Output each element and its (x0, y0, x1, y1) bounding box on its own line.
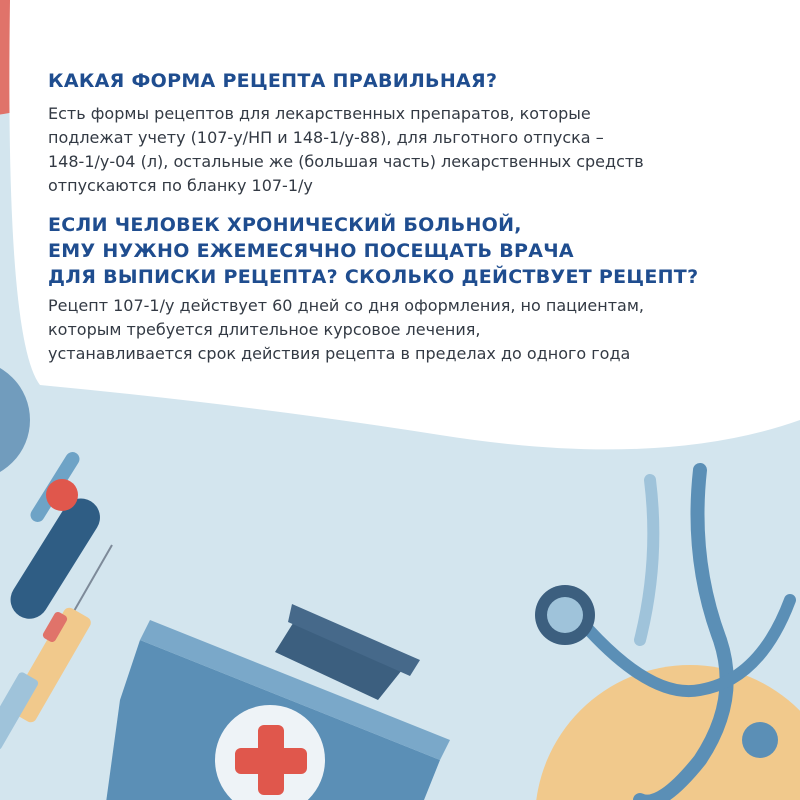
section1-line: отпускаются по бланку 107-1/у (48, 176, 313, 195)
section2-line: устанавливается срок действия рецепта в пределах до одного года (48, 344, 631, 363)
section1-paragraph (48, 102, 644, 198)
section2-heading (48, 212, 698, 290)
section1-line: Есть формы рецептов для лекарственных препаратов, которые (48, 104, 591, 123)
section2-paragraph (48, 294, 644, 366)
section2-line: которым требуется длительное курсовое лечения, (48, 320, 481, 339)
section2-line: Рецепт 107-1/у действует 60 дней со дня оформления, но пациентам, (48, 296, 644, 315)
pen-injector-icon (3, 449, 107, 626)
first-aid-kit-icon (105, 604, 450, 800)
section2-heading-line: ДЛЯ ВЫПИСКИ РЕЦЕПТА? СКОЛЬКО ДЕЙСТВУЕТ РЕЦЕПТ? (48, 266, 699, 288)
blue-blob-left (0, 360, 30, 480)
section1-line: подлежат учету (107-у/НП и 148-1/у-88), для льготного отпуска – (48, 128, 604, 147)
section2-heading-line: ЕМУ НУЖНО ЕЖЕМЕСЯЧНО ПОСЕЩАТЬ ВРАЧА (48, 240, 574, 262)
section1-line: 148-1/у-04 (л), остальные же (большая часть) лекарственных средств (48, 152, 644, 171)
section1-heading: КАКАЯ ФОРМА РЕЦЕПТА ПРАВИЛЬНАЯ? (48, 70, 498, 92)
section2-heading-line: ЕСЛИ ЧЕЛОВЕК ХРОНИЧЕСКИЙ БОЛЬНОЙ, (48, 214, 522, 236)
